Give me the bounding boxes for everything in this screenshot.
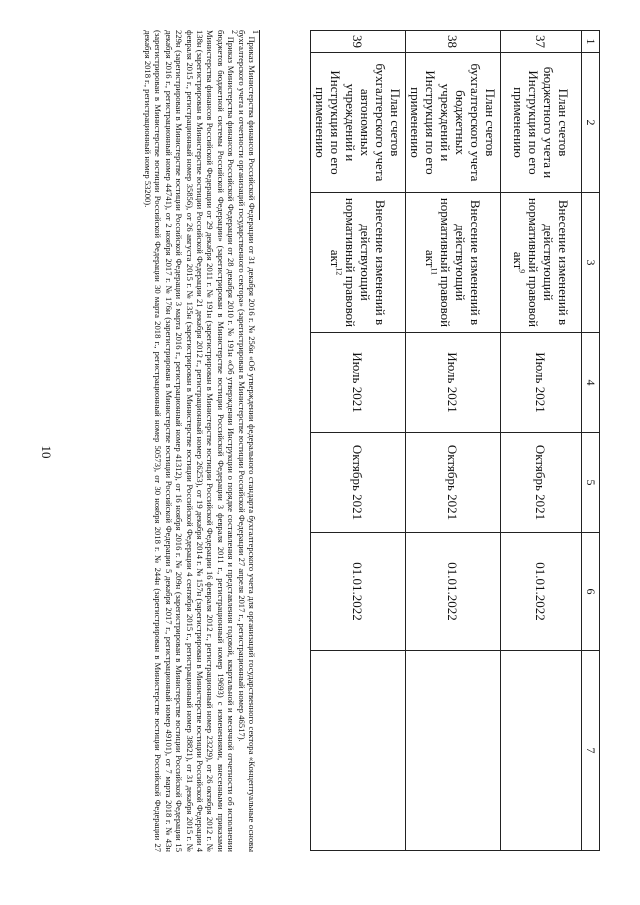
row-number: 38: [406, 31, 501, 53]
rotated-page-content: [40, 30, 600, 870]
date-cell: Июль 2021: [311, 333, 406, 433]
footnote-ref: 11: [429, 267, 439, 276]
date-cell: 01.01.2022: [501, 533, 582, 651]
action-cell: [501, 193, 582, 333]
action-text: Внесение изменений в действующий нормативный правовой акт: [423, 197, 483, 328]
action-text: Внесение изменений в действующий нормативный правовой акт: [511, 197, 571, 328]
date-cell: Июль 2021: [501, 333, 582, 433]
date-cell: 01.01.2022: [311, 533, 406, 651]
footnote-mark: 2: [230, 30, 240, 34]
footnote-mark: 1: [250, 30, 260, 34]
header-cell: 4: [582, 333, 600, 433]
date-cell: Октябрь 2021: [406, 433, 501, 533]
footnotes: [142, 30, 260, 852]
footnote: [142, 30, 240, 852]
date-cell: Июль 2021: [406, 333, 501, 433]
empty-cell: [406, 651, 501, 851]
footnote-separator: [259, 30, 260, 220]
date-cell: 01.01.2022: [406, 533, 501, 651]
footnote-text: Приказ Министерства финансов Российской Федерации от 31 декабря 2016 г. № 256н «Об утверждении федерального стандарта бухгалтерского учета для организаций государственного сектора «Концептуальные основы бухгалтерского учета и отчетности организаций государственного сектора» (зарегистрирован в Министерстве юстиции Российской Федерации 27 апреля 2017 г., регистрационный номер 46517).: [236, 30, 257, 852]
header-row: [582, 31, 600, 851]
action-cell: [311, 193, 406, 333]
header-cell: 5: [582, 433, 600, 533]
action-cell: [406, 193, 501, 333]
header-cell: 6: [582, 533, 600, 651]
footnote-ref: 9: [517, 269, 527, 274]
header-cell: 7: [582, 651, 600, 851]
document-name: План счетов бюджетного учета и Инструкция по его применению: [501, 53, 582, 193]
footnote-text: Приказ Министерства финансов Российской Федерации от 28 декабря 2010 г. № 191н «Об утверждении Инструкции о порядке составления и представления годовой, квартальной и месячной отчетности об исполнении бюджетов бюджетной системы Российской Федерации» (зарегистрирован в Министерстве юстиции Российской Федерации 3 февраля 2011 г., регистрационный номер 19693) с изменениями, внесенными приказами Министерства финансов Российской Федерации от 29 декабря 2011 г. № 191н (зарегистрирован в Министерстве юстиции Российской Федерации 16 февраля 2012 г., регистрационный номер 23229), от 26 октября 2012 г. № 138н (зарегистрирован в Министерстве юстиции Российской Федерации 21 декабря 2012 г., регистрационный номер 26253), от 19 декабря 2014 г. № 157н (зарегистрирован в Министерстве юстиции Российской Федерации 4 февраля 2015 г., регистрационный номер 35856), от 26 августа 2015 г. № 135н (зарегистрирован в Министерстве юстиции Российской Федерации 4 сентября 2015 г., регистрационный номер 38821), от 31 декабря 2015 г. № 229н (зарегистрирован в Министерстве юстиции Российской Федерации 3 марта 2016 г., регистрационный номер 41312), от 16 ноября 2016 г. № 209н (зарегистрирован в Министерстве юстиции Российской Федерации 15 декабря 2016 г., регистрационный номер 44741), от 2 ноября 2017 г. № 176н (зарегистрирован в Министерстве юстиции Российской Федерации 5 декабря 2017 г., регистрационный номер 49101), от 7 марта 2018 г. № 43н (зарегистрирован в Министерстве юстиции Российской Федерации 30 марта 2018 г., регистрационный номер 50573), от 30 ноября 2018 г. № 244н (зарегистрирован в Министерстве юстиции Российской Федерации 27 декабря 2018 г., регистрационный номер 53200).: [142, 30, 237, 852]
row-number: 39: [311, 31, 406, 53]
footnote: [236, 30, 260, 852]
header-cell: 2: [582, 53, 600, 193]
table-row: [406, 31, 501, 851]
document-name: План счетов бухгалтерского учета бюджетных учреждений и Инструкция по его применению: [406, 53, 501, 193]
table-row: [311, 31, 406, 851]
table-row: [501, 31, 582, 851]
empty-cell: [311, 651, 406, 851]
footnote-ref: 12: [334, 267, 344, 276]
document-name: План счетов бухгалтерского учета автономных учреждений и Инструкция по его применению: [311, 53, 406, 193]
date-cell: Октябрь 2021: [311, 433, 406, 533]
action-text: Внесение изменений в действующий нормативный правовой акт: [328, 197, 388, 328]
plan-table: [310, 30, 600, 851]
date-cell: Октябрь 2021: [501, 433, 582, 533]
header-cell: 3: [582, 193, 600, 333]
empty-cell: [501, 651, 582, 851]
page-number: 10: [39, 445, 54, 459]
row-number: 37: [501, 31, 582, 53]
header-cell: 1: [582, 31, 600, 53]
